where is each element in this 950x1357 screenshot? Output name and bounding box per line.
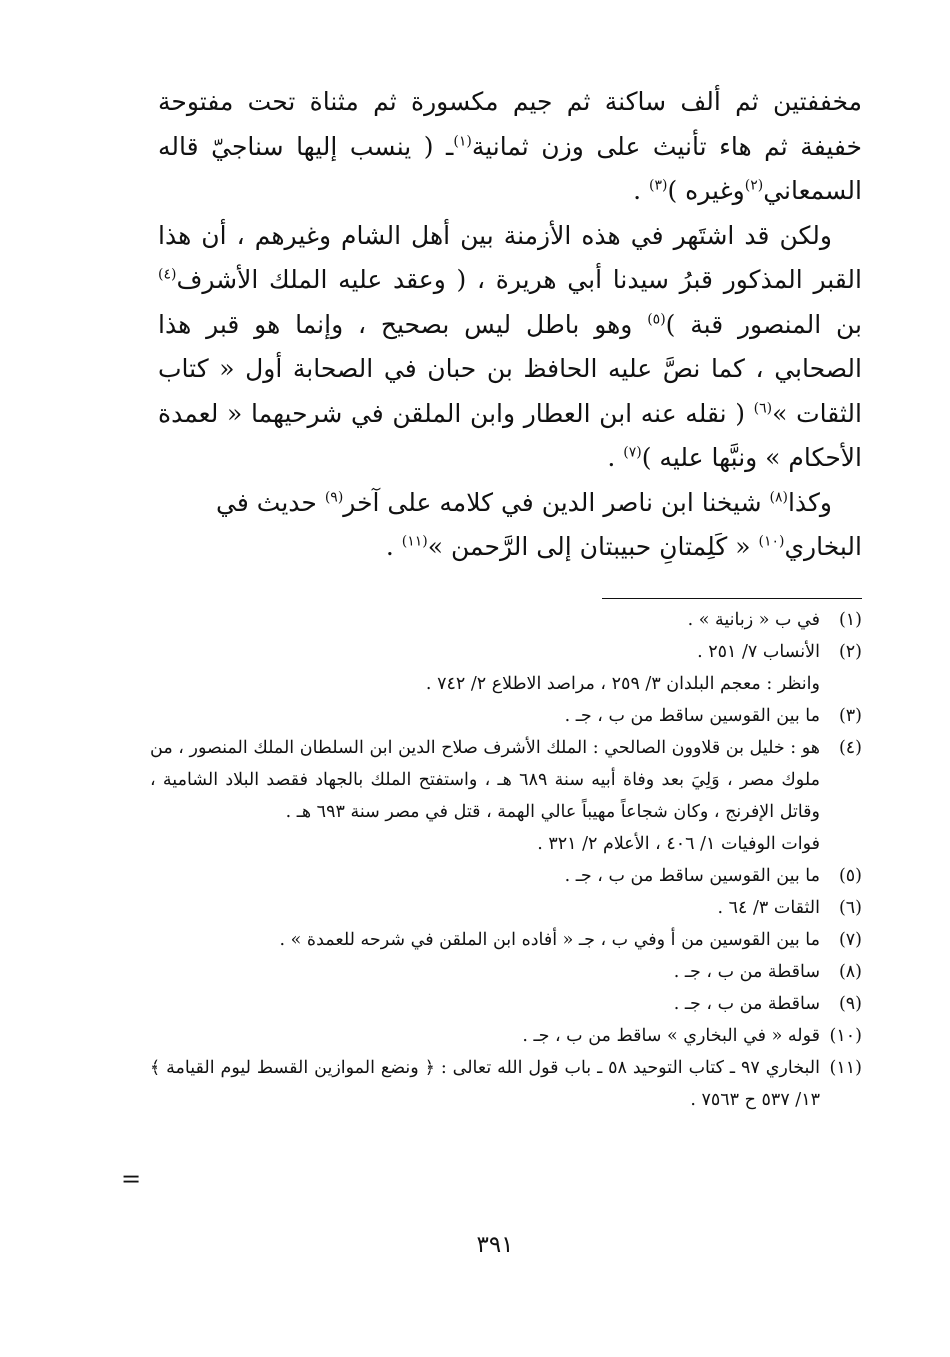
text-segment: وغيره ) <box>667 176 745 205</box>
text-segment: . <box>607 443 624 472</box>
footnote-ref: (٩) <box>324 489 344 506</box>
continuation-mark: = <box>121 1165 142 1193</box>
footnote-text: ما بين القوسين من أ وفي ب ، جـ « أفاده ابن الملقن في شرحه للعمدة » . <box>279 930 820 950</box>
footnote-separator <box>602 598 862 599</box>
footnote-ref: (١١) <box>401 533 428 550</box>
footnote <box>150 988 862 1020</box>
footnote-number: (٦) <box>838 898 862 918</box>
footnote-text: في ب « زبانية » . <box>687 610 820 630</box>
footnote <box>150 924 862 956</box>
footnote-ref: (٤) <box>158 266 177 283</box>
footnote <box>150 636 862 668</box>
footnote <box>150 700 862 732</box>
text-segment: . <box>385 532 402 561</box>
text-segment: ( نقله عنه ابن العطار وابن الملقن في شرحيهما « لعمدة الأحكام » ونبَّها عليه ) <box>158 398 862 472</box>
paragraph <box>158 80 862 214</box>
footnote-number: (٥) <box>838 866 862 886</box>
text-segment: حديث في البخاري <box>216 487 862 561</box>
footnote-text: الأنساب ٧/ ٢٥١ . <box>697 642 820 662</box>
text-segment: « كَلِمتانِ حبيبتان إلى الرَّحمن » <box>427 532 759 561</box>
footnote <box>150 956 862 988</box>
paragraph <box>158 481 862 570</box>
footnote-number: (٣) <box>838 706 862 726</box>
footnote-text: هو : خليل بن قلاوون الصالحي : الملك الأشرف صلاح الدين ابن السلطان الملك المنصور ، من ملوك مصر ، وَلِيَ بعد وفاة أبيه سنة ٦٨٩ هـ ، واستفتح الملك بالجهاد فقصد البلاد الشامية ، وقاتل الإفرنج ، وكان شجاعاً مهيباً عالي الهمة ، قتل في مصر سنة ٦٩٣ هـ . <box>150 738 820 822</box>
footnote-ref: (٥) <box>647 311 666 328</box>
page-number: ٣٩١ <box>476 1232 514 1258</box>
footnote-text: ما بين القوسين ساقط من ب ، جـ . <box>564 706 820 726</box>
footnote <box>150 732 862 828</box>
footnote <box>150 860 862 892</box>
text-segment: وهو باطل ليس بصحيح ، وإنما هو قبر هذا الصحابي ، كما نصَّ عليه الحافظ بن حبان في الصحابة أول « كتاب الثقات » <box>158 309 862 428</box>
footnote-ref: (١٠) <box>758 533 785 550</box>
footnote <box>150 1020 862 1052</box>
text-segment: بن المنصور قبة ) <box>665 309 862 339</box>
footnote-number: (٢) <box>838 642 862 662</box>
text-segment: وكذا <box>787 487 832 517</box>
footnote <box>150 604 862 636</box>
footnote-text: الثقات ٣/ ٦٤ . <box>717 898 820 918</box>
footnote-number: (١) <box>838 610 862 630</box>
footnote-text: ما بين القوسين ساقط من ب ، جـ . <box>564 866 820 886</box>
footnote-text: البخاري ٩٧ ـ كتاب التوحيد ٥٨ ـ باب قول الله تعالى : ﴿ ونضع الموازين القسط ليوم القيامة ﴾ ١٣/ ٥٣٧ ح ٧٥٦٣ . <box>150 1058 820 1110</box>
text-segment: مخففتين ثم ألف ساكنة ثم جيم مكسورة ثم مثناة تحت مفتوحة خفيفة ثم هاء تأنيث على وزن ثمانية <box>158 87 862 161</box>
footnote-number: (١٠) <box>829 1026 862 1046</box>
footnote-extra: وانظر : معجم البلدان ٣/ ٢٥٩ ، مراصد الاطلاع ٢/ ٧٤٢ . <box>425 674 820 694</box>
footnote-ref: (٨) <box>769 489 788 506</box>
footnote-number: (٩) <box>838 994 862 1014</box>
footnote-number: (٨) <box>838 962 862 982</box>
text-segment: . <box>633 176 649 205</box>
footnote-text: قوله « في البخاري » ساقط من ب ، جـ . <box>522 1026 820 1046</box>
footnote-number: (١١) <box>829 1058 862 1078</box>
footnote-ref: (١) <box>453 133 472 150</box>
footnote-number: (٧) <box>838 930 862 950</box>
footnotes <box>150 604 862 1116</box>
footnote-ref: (٢) <box>744 177 764 194</box>
footnote-ref: (٣) <box>648 177 668 194</box>
footnote <box>150 1052 862 1116</box>
footnote-text: ساقطة من ب ، جـ . <box>673 962 820 982</box>
main-text <box>158 80 862 570</box>
text-segment: ولكن قد اشتَهر في هذه الأزمنة بين أهل الشام وغيرهم ، أن هذا القبر المذكور قبرُ سيدنا أبي هريرة ، ( وعقد عليه الملك الأشرف <box>158 220 862 294</box>
footnote-ref: (٧) <box>623 444 642 461</box>
text-segment: شيخنا ابن ناصر الدين في كلامه على آخر <box>343 487 770 517</box>
footnote-number: (٤) <box>838 738 862 758</box>
paragraph <box>158 214 862 481</box>
footnote-text: ساقطة من ب ، جـ . <box>673 994 820 1014</box>
footnote <box>150 892 862 924</box>
footnote-ref: (٦) <box>753 400 773 417</box>
text-segment: ـ ( ينسب إليها سناجيّ قاله السمعاني <box>158 131 862 205</box>
footnote-extra: فوات الوفيات ١/ ٤٠٦ ، الأعلام ٢/ ٣٢١ . <box>537 834 820 854</box>
